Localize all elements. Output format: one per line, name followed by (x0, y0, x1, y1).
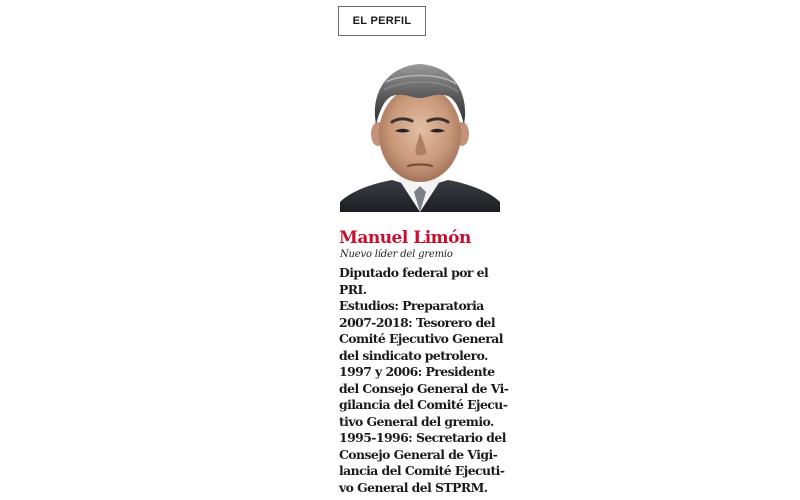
profile-name: Manuel Limón (339, 228, 471, 248)
portrait-photo-icon (340, 52, 500, 212)
bio-line: tivo General del gremio. (339, 413, 494, 429)
bio-line: PRI. (339, 281, 367, 297)
bio-line: Consejo General de Vigi- (339, 446, 498, 462)
bio-line: del sindicato petrolero. (339, 347, 488, 363)
bio-line: 2007-2018: Tesorero del (339, 314, 496, 330)
bio-line: Diputado federal por el (339, 265, 489, 280)
portrait-photo (340, 52, 500, 212)
bio-line: 1995-1996: Secretario del (339, 430, 506, 445)
section-tag: EL PERFIL (338, 6, 426, 36)
bio-line: vo General del STPRM. (339, 479, 488, 495)
bio-line: del Consejo General de Vi- (339, 380, 509, 396)
bio-line: lancia del Comité Ejecuti- (339, 463, 505, 478)
bio-line: gilancia del Comité Ejecu- (339, 397, 508, 412)
profile-bio (339, 265, 509, 496)
profile-role: Nuevo líder del gremio (340, 249, 453, 260)
bio-line: Estudios: Preparatoria (339, 298, 484, 313)
bio-line: 1997 y 2006: Presidente (339, 364, 495, 379)
bio-line: Comité Ejecutivo General (339, 331, 503, 346)
